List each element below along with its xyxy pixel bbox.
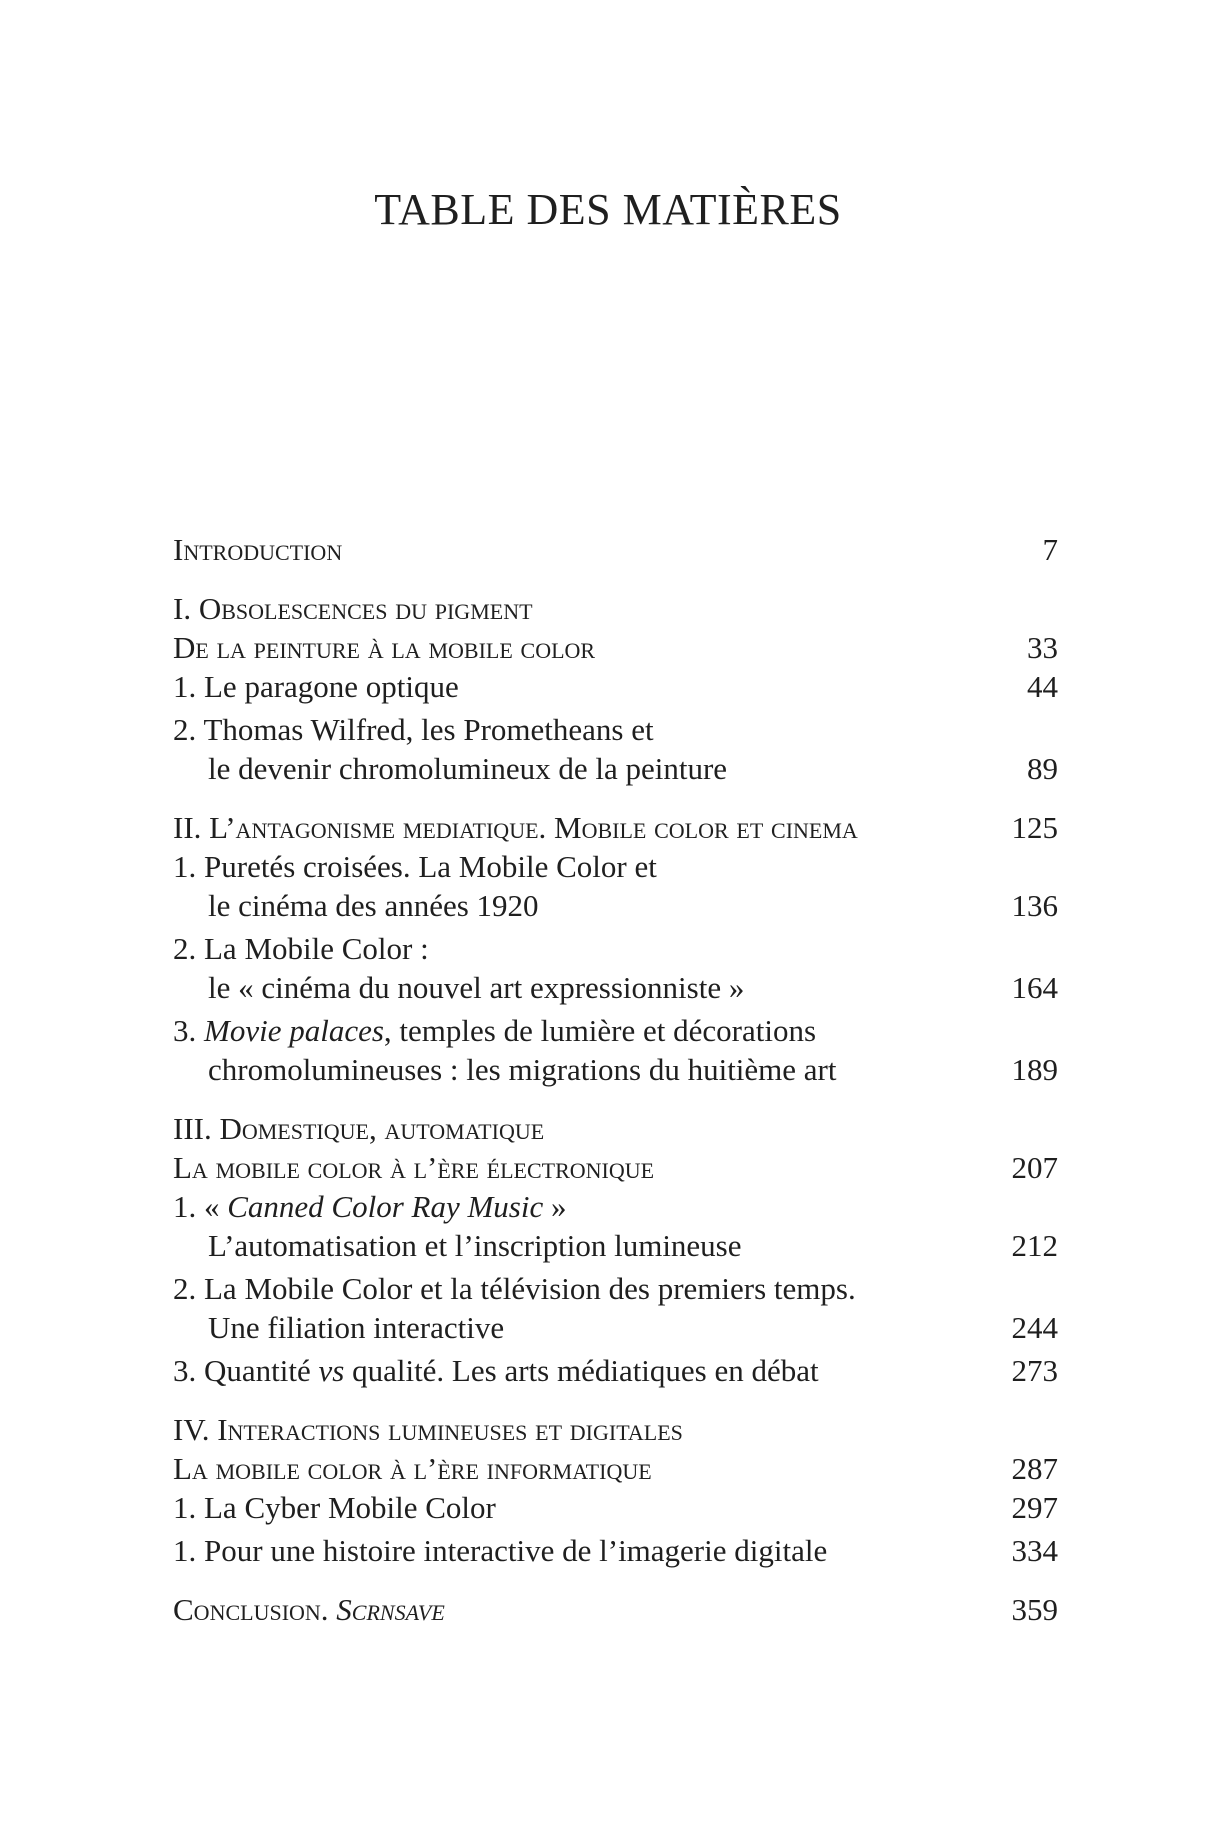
toc-item-label: 2. La Mobile Color et la télévision des premiers temps.: [173, 1271, 856, 1306]
toc-page: 297: [1011, 1490, 1058, 1525]
toc-part-2[interactable]: [173, 808, 1058, 847]
toc-label: Introduction: [173, 532, 343, 567]
toc-page: 33: [1027, 630, 1058, 665]
part-subheading: La mobile color à l’ère électronique: [173, 1150, 655, 1185]
item-italic: Canned Color Ray Music: [227, 1189, 544, 1224]
toc-page: 359: [1011, 1592, 1058, 1627]
toc-item[interactable]: [173, 1531, 1058, 1570]
toc-item-label-cont: L’automatisation et l’inscription lumineuse: [208, 1228, 742, 1263]
toc-item[interactable]: [173, 667, 1058, 706]
toc-item-label: 2. Thomas Wilfred, les Prometheans et: [173, 712, 654, 747]
part-heading: I. Obsolescences du pigment: [173, 591, 533, 626]
toc-page: 44: [1027, 669, 1058, 704]
item-pre: 3. Quantité: [173, 1353, 319, 1388]
toc-label: [173, 1590, 988, 1629]
toc-page: 164: [1011, 970, 1058, 1005]
toc-item-label-cont: Une filiation interactive: [208, 1310, 505, 1345]
conclusion-label: Conclusion.: [173, 1592, 337, 1627]
toc-item[interactable]: [173, 1269, 1058, 1347]
toc-item[interactable]: [173, 1187, 1058, 1265]
page-title: TABLE DES MATIÈRES: [374, 185, 842, 234]
toc-page: 136: [1011, 888, 1058, 923]
toc-part-3[interactable]: [173, 1109, 1058, 1187]
item-italic: Movie palaces: [204, 1013, 384, 1048]
toc-page: 89: [1027, 751, 1058, 786]
toc-page: 7: [1042, 532, 1058, 567]
toc-item[interactable]: [173, 929, 1058, 1007]
toc-item-label: [173, 1187, 1058, 1226]
item-rest: , temples de lumière et décorations: [383, 1013, 817, 1048]
item-post: »: [543, 1189, 567, 1224]
toc-page: 334: [1011, 1533, 1058, 1568]
part-subheading: La mobile color à l’ère informatique: [173, 1451, 652, 1486]
toc-item[interactable]: [173, 710, 1058, 788]
toc-page: 189: [1011, 1052, 1058, 1087]
toc-item[interactable]: [173, 1351, 1058, 1390]
toc-item-label: 1. La Cyber Mobile Color: [173, 1490, 496, 1525]
toc-item-label: [173, 1011, 1058, 1050]
toc-item-label-cont: le « cinéma du nouvel art expressionniste »: [208, 970, 745, 1005]
toc-page: 212: [1011, 1228, 1058, 1263]
toc-item-label-cont: le devenir chromolumineux de la peinture: [208, 751, 728, 786]
toc-item-label: 1. Le paragone optique: [173, 669, 459, 704]
toc-page: 244: [1011, 1310, 1058, 1345]
toc-part-1[interactable]: [173, 589, 1058, 667]
part-heading: III. Domestique, automatique: [173, 1111, 545, 1146]
toc-item-label: 1. Puretés croisées. La Mobile Color et: [173, 849, 657, 884]
toc-item[interactable]: [173, 1488, 1058, 1527]
toc-page: 125: [1011, 810, 1058, 845]
toc-page: 287: [1011, 1451, 1058, 1486]
toc-item-label-cont: le cinéma des années 1920: [208, 888, 539, 923]
part-heading: II. L’antagonisme mediatique. Mobile color et cinema: [173, 810, 858, 845]
toc-item[interactable]: [173, 847, 1058, 925]
toc-conclusion[interactable]: [173, 1590, 1058, 1629]
item-number: 3.: [173, 1013, 197, 1048]
toc-item-label: 1. Pour une histoire interactive de l’imagerie digitale: [173, 1533, 828, 1568]
part-heading: IV. Interactions lumineuses et digitales: [173, 1412, 683, 1447]
toc-item-label: 2. La Mobile Color :: [173, 931, 429, 966]
item-pre: 1. «: [173, 1189, 228, 1224]
item-italic: vs: [318, 1353, 345, 1388]
toc-item[interactable]: [173, 1011, 1058, 1089]
toc-introduction[interactable]: [173, 530, 1058, 569]
toc-page: 207: [1011, 1150, 1058, 1185]
toc-page: 273: [1011, 1353, 1058, 1388]
conclusion-italic: Scrnsave: [336, 1592, 445, 1627]
toc-item-label-cont: chromolumineuses : les migrations du huitième art: [208, 1052, 837, 1087]
table-of-contents: [173, 530, 1058, 1629]
item-post: qualité. Les arts médiatiques en débat: [344, 1353, 819, 1388]
toc-part-4[interactable]: [173, 1410, 1058, 1488]
part-subheading: De la peinture à la mobile color: [173, 630, 596, 665]
toc-item-label: [173, 1351, 988, 1390]
